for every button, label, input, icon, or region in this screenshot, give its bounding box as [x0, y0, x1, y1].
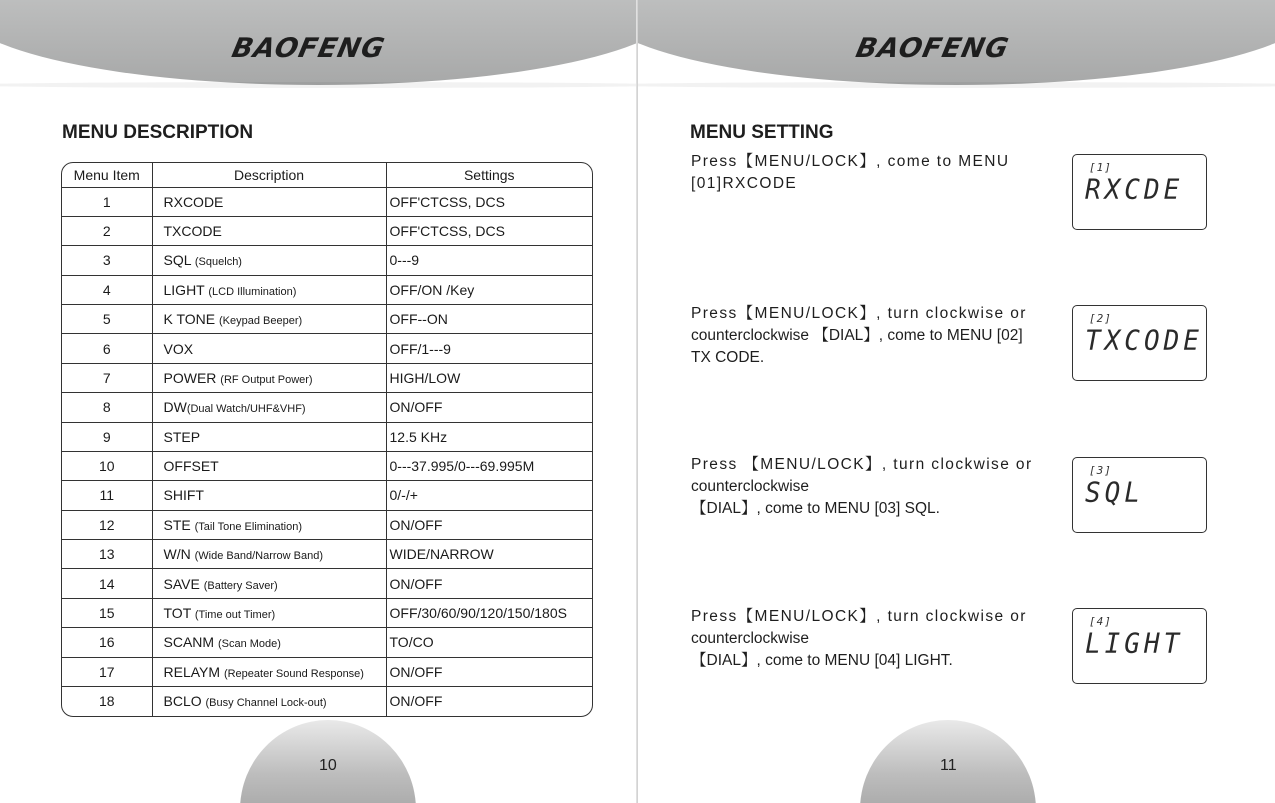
menu-item-number: 15	[62, 598, 152, 627]
menu-item-name: RXCODE	[163, 193, 224, 210]
step-4-text	[691, 606, 1049, 672]
step-1-text	[691, 151, 1049, 195]
menu-item-name: LIGHT	[163, 281, 209, 298]
menu-item-description	[152, 598, 386, 627]
menu-item-note: (Keypad Beeper)	[219, 315, 303, 328]
menu-item-setting: ON/OFF	[386, 686, 592, 716]
menu-item-number: 2	[62, 216, 152, 245]
menu-item-number: 14	[62, 569, 152, 598]
menu-item-setting: TO/CO	[386, 628, 592, 657]
table-row	[62, 481, 592, 510]
table-row	[62, 305, 592, 334]
menu-item-number: 1	[62, 187, 152, 216]
lcd-menu-number: [4]	[1089, 615, 1112, 628]
menu-item-name: DW	[163, 399, 187, 416]
lcd-menu-number: [1]	[1089, 161, 1112, 174]
table-row	[62, 569, 592, 598]
step-line: counterclockwise 【DIAL】, come to MENU [02]	[691, 327, 1023, 344]
menu-item-name: OFFSET	[163, 458, 219, 475]
menu-item-description	[152, 305, 386, 334]
step-line: 【DIAL】, come to MENU [04] LIGHT.	[691, 652, 953, 669]
menu-item-number: 12	[62, 510, 152, 539]
menu-item-name: STE	[163, 516, 195, 533]
lcd-display-2	[1072, 305, 1207, 381]
lcd-display-1	[1072, 154, 1207, 230]
menu-item-setting: OFF/30/60/90/120/150/180S	[386, 598, 592, 627]
menu-item-note: (Dual Watch/UHF&VHF)	[186, 403, 306, 416]
lcd-menu-number: [2]	[1089, 312, 1112, 325]
table-row	[62, 422, 592, 451]
menu-item-description	[152, 334, 386, 363]
table-row	[62, 628, 592, 657]
menu-item-number: 4	[62, 275, 152, 304]
menu-item-name: TOT	[163, 604, 195, 621]
menu-item-number: 8	[62, 393, 152, 422]
step-line: [01]RXCODE	[691, 175, 798, 192]
menu-item-description	[152, 246, 386, 275]
menu-item-note: (Battery Saver)	[203, 579, 278, 592]
table-row	[62, 275, 592, 304]
menu-item-name: POWER	[163, 369, 221, 386]
menu-item-number: 5	[62, 305, 152, 334]
page-number: 10	[319, 757, 337, 774]
menu-item-description	[152, 657, 386, 686]
step-line: Press【MENU/LOCK】, come to MENU	[691, 153, 1010, 170]
page-title: MENU DESCRIPTION	[62, 122, 254, 143]
menu-item-description	[152, 686, 386, 716]
menu-item-setting: OFF--ON	[386, 305, 592, 334]
column-header-menu-item: Menu Item	[62, 163, 152, 187]
menu-item-name: SAVE	[163, 575, 204, 592]
menu-item-number: 6	[62, 334, 152, 363]
step-line: counterclockwise	[691, 478, 810, 495]
menu-item-name: VOX	[163, 340, 194, 357]
table-row	[62, 540, 592, 569]
menu-item-setting: OFF'CTCSS, DCS	[386, 187, 592, 216]
table-row	[62, 246, 592, 275]
lcd-text: RXCDE	[1085, 174, 1184, 206]
menu-item-number: 10	[62, 451, 152, 480]
table-row	[62, 216, 592, 245]
right-page	[638, 0, 1275, 803]
menu-item-note: (Busy Channel Lock-out)	[205, 697, 327, 710]
menu-item-setting: OFF/1---9	[386, 334, 592, 363]
step-line: Press 【MENU/LOCK】, turn clockwise or	[691, 456, 1033, 473]
menu-item-description	[152, 451, 386, 480]
menu-item-setting: ON/OFF	[386, 657, 592, 686]
menu-item-number: 18	[62, 686, 152, 716]
menu-item-note: (Tail Tone Elimination)	[194, 520, 303, 533]
step-line: Press【MENU/LOCK】, turn clockwise or	[691, 305, 1027, 322]
menu-item-note: (Scan Mode)	[217, 638, 281, 651]
menu-item-number: 13	[62, 540, 152, 569]
menu-item-name: RELAYM	[163, 663, 224, 680]
step-line: Press【MENU/LOCK】, turn clockwise or	[691, 608, 1027, 625]
menu-item-setting: 0---9	[386, 246, 592, 275]
table-row	[62, 393, 592, 422]
lcd-text: TXCODE	[1085, 325, 1203, 357]
table-row	[62, 187, 592, 216]
column-header-settings: Settings	[386, 163, 592, 187]
menu-item-description	[152, 628, 386, 657]
menu-item-name: SHIFT	[163, 487, 204, 504]
menu-item-note: (RF Output Power)	[220, 373, 313, 386]
lcd-text: SQL	[1085, 477, 1144, 509]
table-row	[62, 510, 592, 539]
menu-item-note: (Repeater Sound Response)	[223, 667, 364, 680]
menu-item-note: (LCD Illumination)	[208, 285, 297, 298]
menu-item-note: (Wide Band/Narrow Band)	[194, 550, 323, 563]
step-line: counterclockwise	[691, 630, 810, 647]
brand-logo: BAOFENG	[229, 33, 388, 64]
menu-item-description	[152, 481, 386, 510]
menu-item-name: SCANM	[163, 634, 218, 651]
lcd-menu-number: [3]	[1089, 464, 1112, 477]
menu-item-setting: ON/OFF	[386, 393, 592, 422]
menu-item-note: (Squelch)	[194, 256, 242, 269]
menu-item-setting: WIDE/NARROW	[386, 540, 592, 569]
column-header-description: Description	[152, 163, 386, 187]
left-page	[0, 0, 637, 803]
menu-item-description	[152, 422, 386, 451]
menu-item-name: K TONE	[163, 311, 220, 328]
menu-item-setting: 0/-/+	[386, 481, 592, 510]
menu-item-description	[152, 569, 386, 598]
lcd-text: LIGHT	[1085, 628, 1184, 660]
menu-item-description	[152, 393, 386, 422]
step-2-text	[691, 303, 1049, 369]
menu-item-setting: ON/OFF	[386, 569, 592, 598]
menu-item-name: TXCODE	[163, 223, 222, 240]
step-3-text	[691, 454, 1049, 520]
table-row	[62, 334, 592, 363]
menu-item-name: SQL	[163, 252, 195, 269]
menu-item-number: 11	[62, 481, 152, 510]
menu-item-setting: OFF'CTCSS, DCS	[386, 216, 592, 245]
menu-item-description	[152, 510, 386, 539]
table-row	[62, 451, 592, 480]
menu-item-setting: OFF/ON /Key	[386, 275, 592, 304]
menu-item-number: 16	[62, 628, 152, 657]
menu-item-number: 3	[62, 246, 152, 275]
menu-item-setting: 12.5 KHz	[386, 422, 592, 451]
menu-item-setting: ON/OFF	[386, 510, 592, 539]
step-line: TX CODE.	[691, 349, 765, 366]
page-number: 11	[940, 757, 957, 774]
menu-item-setting: HIGH/LOW	[386, 363, 592, 392]
menu-item-description	[152, 187, 386, 216]
table-row	[62, 686, 592, 716]
menu-item-number: 7	[62, 363, 152, 392]
menu-item-setting: 0---37.995/0---69.995M	[386, 451, 592, 480]
menu-item-description	[152, 216, 386, 245]
page-title: MENU SETTING	[690, 122, 834, 143]
brand-logo: BAOFENG	[853, 33, 1012, 64]
menu-item-name: BCLO	[163, 693, 206, 710]
table-row	[62, 598, 592, 627]
menu-item-number: 9	[62, 422, 152, 451]
table-row	[62, 657, 592, 686]
menu-item-description	[152, 540, 386, 569]
table-row	[62, 363, 592, 392]
menu-item-number: 17	[62, 657, 152, 686]
menu-item-note: (Time out Timer)	[194, 608, 276, 621]
lcd-display-3	[1072, 457, 1207, 533]
menu-item-description	[152, 275, 386, 304]
menu-item-description	[152, 363, 386, 392]
menu-table	[61, 162, 593, 717]
menu-item-name: W/N	[163, 546, 195, 563]
step-line: 【DIAL】, come to MENU [03] SQL.	[691, 500, 940, 517]
lcd-display-4	[1072, 608, 1207, 684]
menu-item-name: STEP	[163, 428, 201, 445]
